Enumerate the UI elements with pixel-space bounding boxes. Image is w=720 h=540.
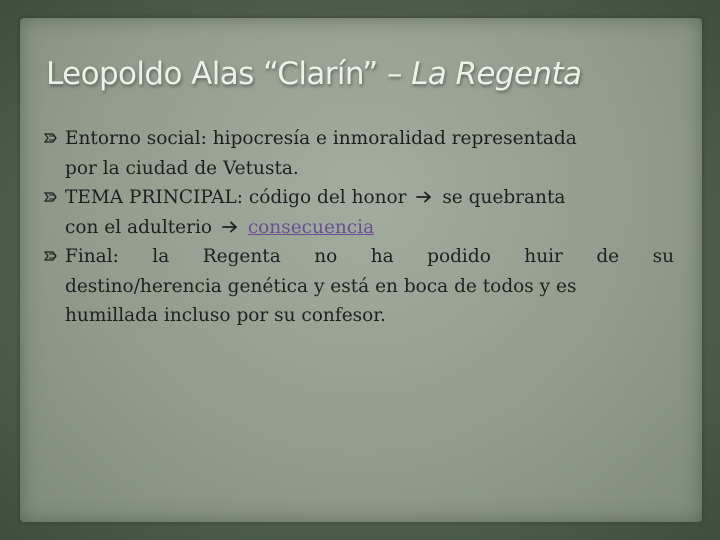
slide-title: [46, 56, 686, 92]
bullet-text-line: Final: la Regenta no ha podido huir de su: [65, 246, 674, 267]
bullet-text-line: destino/herencia genética y está en boca de todos y es: [65, 275, 577, 297]
bullet-text-line: se quebranta: [442, 187, 566, 208]
title-work: La Regenta: [411, 56, 582, 92]
right-arrow-icon: [416, 191, 432, 203]
ribbon-bullet-icon: [44, 250, 60, 262]
bullet-list: [44, 124, 674, 331]
bullet-item-ending: [44, 242, 674, 331]
bullet-item-setting: [44, 124, 674, 183]
bullet-item-theme: [44, 183, 674, 242]
bullet-text-line: Entorno social: hipocresía e inmoralidad representada: [65, 128, 577, 149]
ribbon-bullet-icon: [44, 132, 60, 144]
bullet-text-line: humillada incluso por su confesor.: [65, 305, 386, 326]
bullet-text-line: TEMA PRINCIPAL: código del honor: [65, 187, 407, 208]
ribbon-bullet-icon: [44, 191, 60, 203]
right-arrow-icon: [222, 221, 238, 233]
bullet-text-line: por la ciudad de Vetusta.: [65, 157, 299, 179]
bullet-text-line: con el adulterio: [65, 216, 213, 238]
title-author: Leopoldo Alas “Clarín” –: [46, 56, 412, 92]
consecuencia-link[interactable]: consecuencia: [247, 216, 375, 238]
